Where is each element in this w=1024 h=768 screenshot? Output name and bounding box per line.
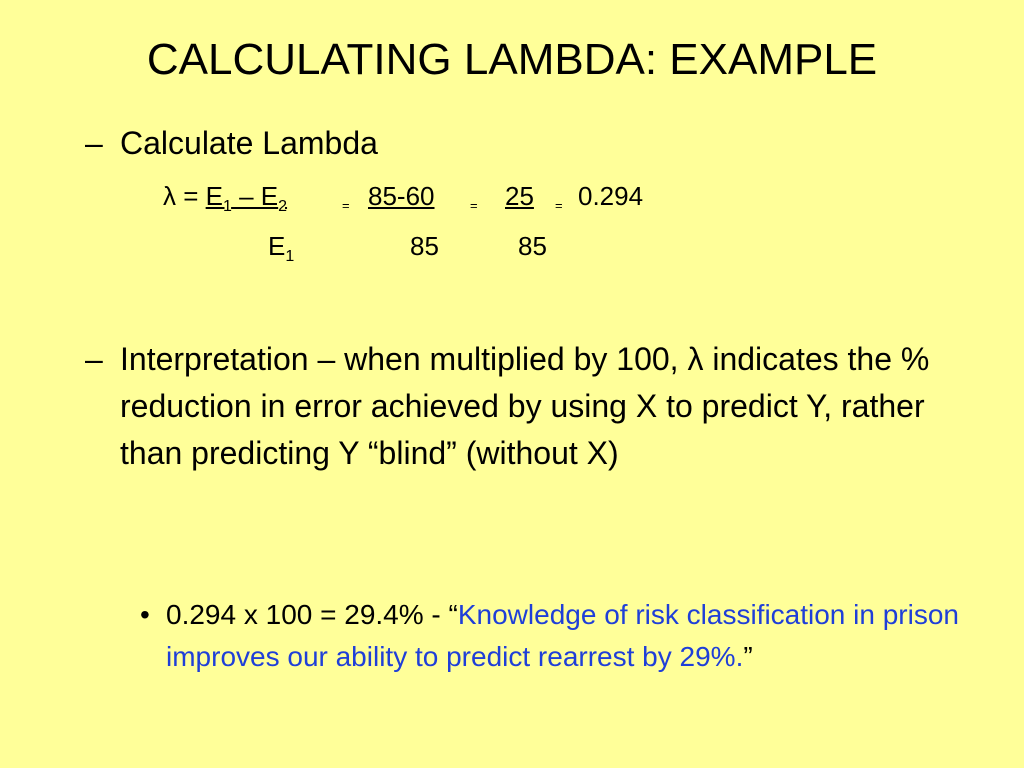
equals-2: =	[470, 198, 478, 213]
fraction2-numerator: 85-60	[368, 181, 435, 211]
fraction3-numerator: 25	[505, 181, 534, 211]
bullet-dot: •	[140, 599, 150, 630]
equals-3: =	[555, 198, 563, 213]
denominator-e1-letter: E	[268, 231, 286, 261]
calc-prefix: 0.294 x 100 = 29.4% - “	[166, 599, 458, 630]
bullet-interpretation	[85, 336, 985, 477]
sub-bullet-example	[140, 594, 1000, 678]
formula-numerator-row	[163, 180, 287, 223]
fraction3-denominator: 85	[518, 231, 547, 261]
lambda-result: 0.294	[578, 181, 644, 211]
lambda-equals: λ =	[163, 181, 206, 211]
bullet-dash: –	[85, 341, 103, 377]
denominator-e1	[268, 230, 294, 273]
bullet-text: Calculate Lambda	[120, 125, 378, 161]
denominator-e1-subscript: 1	[285, 248, 295, 265]
numerator-e1-minus-e2	[205, 181, 288, 215]
slide-title: CALCULATING LAMBDA: EXAMPLE	[146, 35, 878, 84]
bullet-calculate-lambda	[85, 120, 985, 167]
numerator-e1-subscript: 1	[222, 198, 232, 215]
bullet-dash: –	[85, 125, 103, 161]
quote-text: Knowledge of risk classification in prison improves our ability to predict rearrest by 29%.	[166, 599, 959, 672]
numerator-minus-e2: – E	[231, 181, 279, 211]
numerator-e2-subscript: 2	[278, 198, 288, 215]
quote-close: ”	[743, 641, 753, 672]
fraction2-denominator: 85	[410, 231, 439, 261]
bullet-text: Interpretation – when multiplied by 100, λ indicates the % reduction in error achieved by using X to predict Y, rather than predicting Y “blind” (without X)	[120, 341, 930, 471]
numerator-e1: E	[205, 181, 223, 211]
equals-1: =	[342, 198, 350, 213]
sub-bullet-text	[166, 594, 1000, 678]
